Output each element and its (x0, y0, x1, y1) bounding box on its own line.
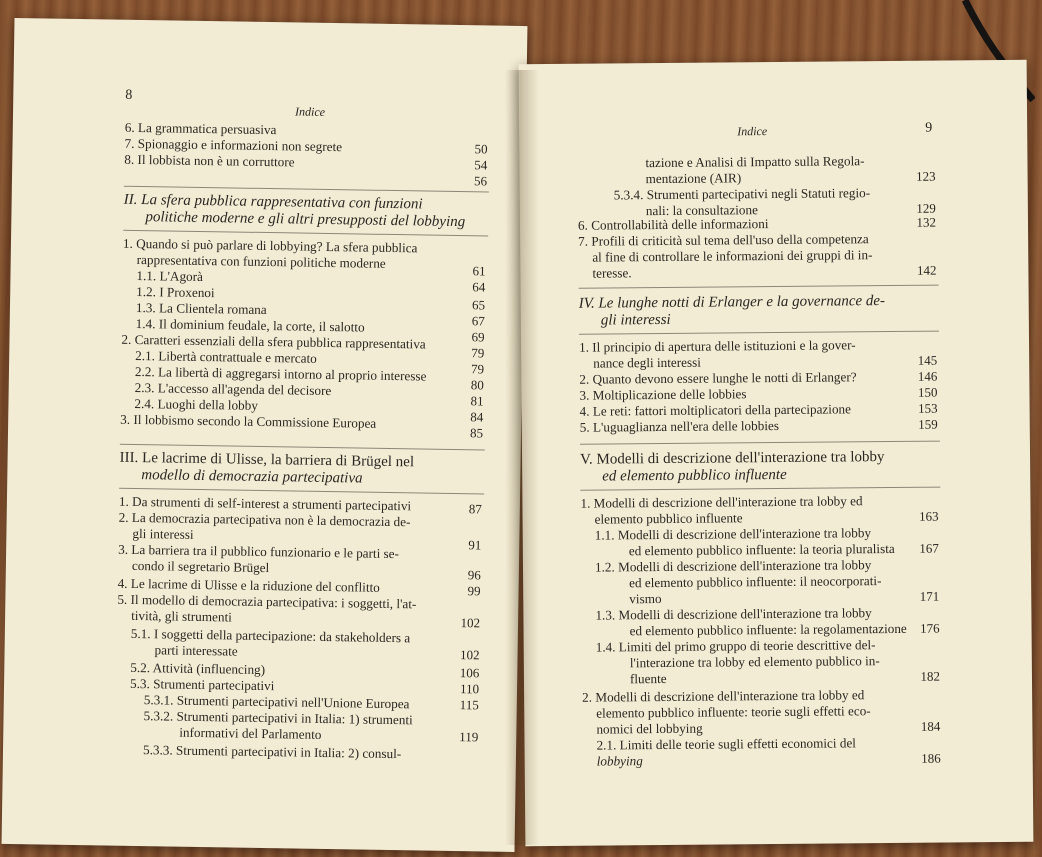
toc-page: 182 (920, 668, 941, 684)
toc-page: 84 (470, 409, 484, 425)
toc-page: 67 (471, 313, 485, 329)
toc-page: 115 (459, 697, 479, 713)
divider (579, 285, 939, 289)
toc-page: 80 (470, 377, 484, 393)
running-head: Indice (294, 104, 326, 119)
toc-page: 54 (474, 157, 488, 173)
toc-entry: 2.2. La libertà di aggregarsi intorno al proprio interesse (134, 363, 427, 384)
toc-page: 186 (921, 750, 941, 766)
toc-page: 56 (473, 173, 488, 189)
toc-page: 61 (472, 263, 486, 279)
toc-entry: 4. Le lacrime di Ulisse e la riduzione del conflitto (117, 575, 380, 595)
toc-page: 123 (916, 168, 936, 184)
toc-page: 132 (916, 214, 937, 230)
toc-page: 163 (918, 508, 939, 524)
toc-page: 159 (918, 416, 938, 432)
toc-page: 96 (467, 567, 481, 583)
toc-page: 50 (474, 141, 488, 157)
toc-entry: 5.3.3. Strumenti partecipativi in Italia: 2) consul- (142, 742, 402, 762)
toc-page: 171 (919, 588, 940, 604)
toc-entry: 3. Il lobbismo secondo la Commissione Europea (120, 411, 377, 431)
toc-entry: 2. Caratteri essenziali della sfera pubblica rappresentativa (121, 331, 426, 352)
toc-entry: 1.2. Modelli di descrizione dell'interazione tra lobby (594, 557, 872, 575)
toc-page: 150 (917, 384, 938, 400)
chapter-heading: IV. Le lunghe notti di Erlanger e la governance de- (578, 293, 886, 312)
toc-entry: 1.4. Limiti del primo gruppo di teorie descrittive del- (595, 637, 876, 655)
running-head: Indice (737, 124, 768, 139)
toc-entry: 5.3.2. Strumenti partecipativi in Italia: 1) strumenti (143, 708, 413, 728)
toc-entry: fluente (629, 670, 667, 687)
toc-entry: 1. Il principio di apertura delle istituzioni e la gover- (579, 337, 856, 355)
toc-page: 99 (467, 583, 481, 599)
toc-page: 91 (468, 537, 482, 553)
toc-page: 153 (918, 400, 938, 416)
toc-entry: gli interessi (132, 525, 194, 542)
chapter-heading: politiche moderne e gli altri presupposti del lobbying (145, 209, 466, 231)
divider (124, 186, 489, 193)
toc-entry: 5.3.4. Strumenti partecipativi negli Statuti regio- (613, 185, 871, 203)
toc-entry: 2. Quanto devono essere lunghe le notti di Erlanger? (579, 369, 857, 387)
toc-page: 87 (468, 501, 482, 517)
toc-entry: tazione e Analisi di Impatto sulla Regola- (645, 153, 865, 171)
toc-entry: condo il segretario Brügel (131, 557, 270, 576)
toc-entry: nali: la consultazione (645, 202, 759, 219)
toc-entry: 3. La barriera tra il pubblico funzionario e le parti se- (118, 541, 400, 562)
toc-entry: 1.1. Modelli di descrizione dell'interazione tra lobby (594, 525, 872, 543)
toc-entry: 1.1. L'Agorà (136, 267, 204, 285)
toc-page: 79 (470, 361, 485, 377)
toc-page: 79 (471, 345, 485, 361)
toc-page: 145 (917, 352, 938, 368)
toc-page: 64 (472, 279, 486, 295)
toc-page: 184 (920, 718, 941, 734)
toc-entry: al fine di controllare le informazioni dei gruppi di in- (592, 247, 873, 265)
toc-entry: 2.4. Luoghi della lobby (134, 395, 259, 413)
toc-entry: teresse. (592, 265, 632, 281)
toc-entry: 3. Moltiplicazione delle lobbies (579, 386, 747, 403)
toc-entry: 6. Controllabilità delle informazioni (577, 216, 769, 233)
toc-page: 176 (919, 620, 940, 636)
toc-entry: 1. Modelli di descrizione dell'interazione tra lobby ed (580, 493, 863, 511)
toc-page: 142 (916, 262, 937, 278)
toc-entry: 2.1. Libertà contrattuale e mercato (135, 347, 317, 366)
toc-page: 102 (459, 647, 480, 663)
right-page (519, 60, 1034, 846)
toc-page: 81 (470, 393, 484, 409)
toc-entry: 2.1. Limiti delle teorie sugli effetti economici del (596, 735, 857, 753)
toc-page: 102 (460, 615, 481, 631)
toc-entry: informativi del Parlamento (179, 724, 322, 742)
toc-entry: nomici del lobbying (596, 720, 703, 737)
chapter-heading: II. La sfera pubblica rappresentativa con funzioni (123, 191, 423, 213)
toc-page: 129 (916, 200, 936, 216)
toc-entry: 5. L'uguaglianza nell'era delle lobbies (579, 417, 780, 435)
toc-entry: lobbying (596, 753, 643, 769)
toc-page: 106 (459, 665, 480, 681)
page-number: 9 (925, 120, 933, 136)
toc-entry: ed elemento pubblico influente: la teoria pluralista (628, 540, 895, 559)
toc-entry: 5. Il modello di democrazia partecipativa: i soggetti, l'at- (117, 591, 417, 612)
toc-entry: 8. Il lobbista non è un corruttore (124, 151, 295, 170)
toc-entry: elemento pubblico influente (594, 510, 743, 527)
toc-entry: elemento pubblico influente: teorie sugli effetti eco- (596, 703, 871, 721)
toc-page: 69 (471, 329, 485, 345)
toc-page: 167 (919, 540, 939, 556)
toc-page: 110 (459, 681, 480, 697)
toc-entry: 6. La grammatica persuasiva (124, 119, 277, 138)
toc-page: 65 (471, 297, 486, 313)
left-page (2, 18, 528, 852)
chapter-heading: modello di democrazia partecipativa (141, 467, 363, 487)
toc-entry: tività, gli strumenti (131, 607, 232, 625)
divider (123, 230, 488, 237)
toc-entry: 1.4. Il dominium feudale, la corte, il salotto (135, 315, 365, 335)
toc-entry: 5.2. Attività (influencing) (130, 659, 266, 678)
toc-entry: 2. Modelli di descrizione dell'interazione tra lobby ed (582, 687, 865, 705)
toc-entry: ed elemento pubblico influente: la regolamentazione (629, 620, 907, 639)
chapter-heading: ed elemento pubblico influente (602, 466, 787, 485)
toc-entry: 1.3. La Clientela romana (135, 299, 267, 318)
toc-entry: ed elemento pubblico influente: il neocorporati- (629, 573, 882, 591)
toc-entry: 5.3.1. Strumenti partecipativi nell'Unione Europea (143, 692, 410, 712)
toc-entry: parti interessate (154, 642, 238, 659)
page-number: 8 (125, 87, 133, 103)
book-gutter (505, 70, 539, 845)
toc-page: 119 (459, 729, 479, 745)
toc-entry: 5.3. Strumenti partecipativi (129, 675, 275, 694)
divider (119, 488, 484, 495)
toc-page: 146 (917, 368, 938, 384)
toc-entry: 5.1. I soggetti della partecipazione: da stakeholders a (130, 625, 411, 646)
toc-entry: rappresentativa con funzioni politiche moderne (136, 251, 386, 271)
toc-page: 85 (469, 425, 484, 441)
divider (580, 441, 940, 445)
chapter-heading: V. Modelli di descrizione dell'interazione tra lobby (579, 449, 885, 468)
toc-entry: 1. Da strumenti di self-interest a strumenti partecipativi (118, 493, 412, 514)
chapter-heading: gli interessi (600, 311, 671, 329)
toc-entry: 1. Quando si può parlare di lobbying? La sfera pubblica (122, 235, 418, 256)
toc-entry: 2.3. L'accesso all'agenda del decisore (134, 379, 332, 399)
toc-entry: l'interazione tra lobby ed elemento pubblico in- (629, 653, 880, 671)
toc-entry: 2. La democrazia partecipativa non è la democrazia de- (118, 509, 411, 530)
toc-entry: 4. Le reti: fattori moltiplicatori della partecipazione (579, 401, 852, 419)
divider (580, 487, 940, 491)
divider (579, 331, 939, 335)
chapter-heading: III. Le lacrime di Ulisse, la barriera di Brügel nel (119, 449, 415, 471)
toc-entry: vismo (629, 591, 662, 607)
divider (120, 444, 485, 451)
toc-entry: 1.3. Modelli di descrizione dell'interazione tra lobby (595, 605, 872, 623)
toc-entry: 7. Profili di criticità sul tema dell'uso della competenza (578, 231, 869, 249)
toc-entry: 1.2. I Proxenoi (136, 283, 215, 301)
toc-entry: mentazione (AIR) (645, 170, 742, 187)
toc-entry: nance degli interessi (593, 354, 701, 371)
toc-entry: 7. Spionaggio e informazioni non segrete (124, 135, 343, 155)
